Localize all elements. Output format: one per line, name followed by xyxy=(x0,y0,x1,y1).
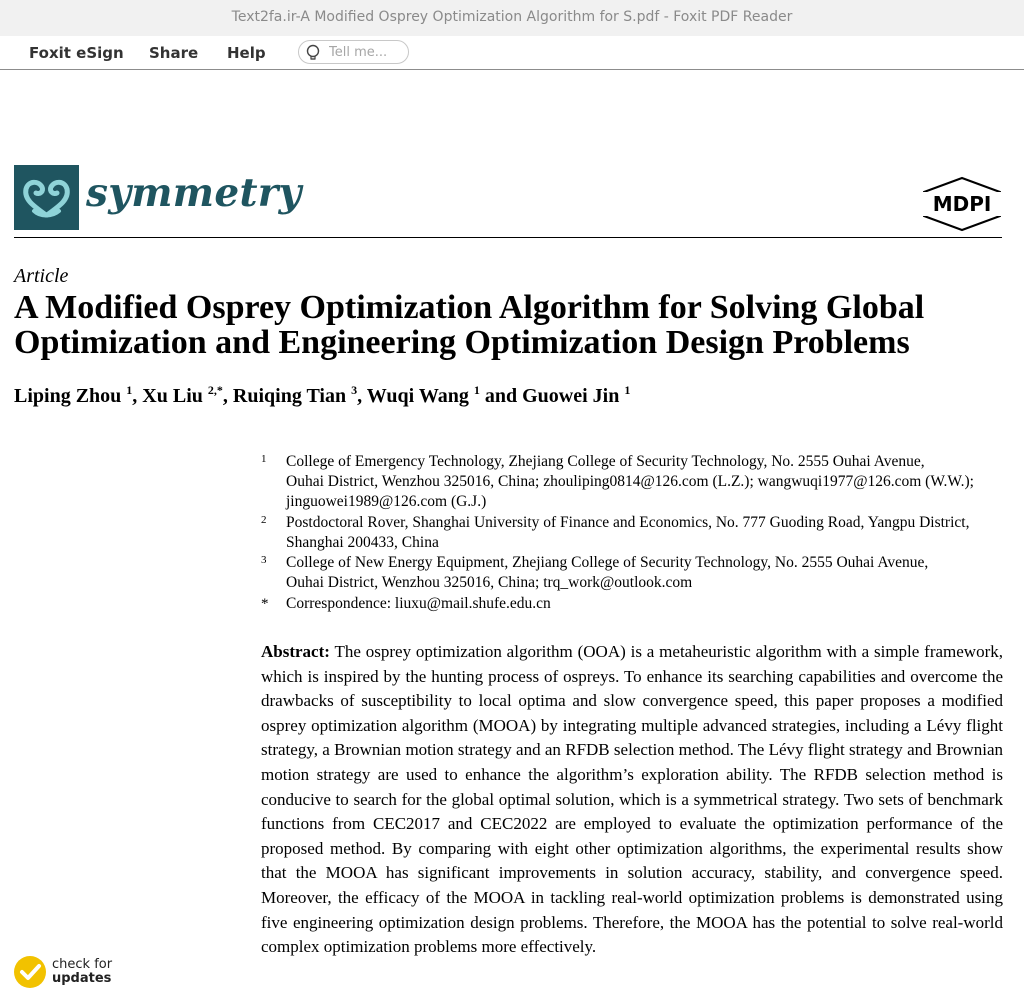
article-title: A Modified Osprey Optimization Algorithm for Solving Global Optimization and Engineering Optimization Design Problems xyxy=(14,289,925,361)
author-separator: , xyxy=(132,385,143,407)
menu-help[interactable]: Help xyxy=(227,44,266,62)
check-for-updates-badge[interactable] xyxy=(14,956,124,986)
affiliation-number: 1 xyxy=(261,453,267,465)
author-separator: , xyxy=(357,385,367,407)
checkmark-icon xyxy=(14,956,46,988)
window-title: Text2fa.ir-A Modified Osprey Optimization Algorithm for S.pdf - Foxit PDF Reader xyxy=(231,9,793,25)
author-affiliation-ref: 1 xyxy=(473,383,480,397)
abstract xyxy=(261,640,1003,960)
publisher-name: MDPI xyxy=(932,192,992,216)
header-rule xyxy=(14,237,1002,238)
author-name: Ruiqing Tian xyxy=(232,385,347,407)
affiliation-number: 3 xyxy=(261,554,267,566)
mdpi-logo-icon xyxy=(920,176,1004,232)
author-affiliation-ref: 1 xyxy=(624,383,631,397)
check-for-label: check for xyxy=(52,957,113,972)
author-affiliation-ref: 2,* xyxy=(207,383,223,397)
abstract-label: Abstract: xyxy=(261,642,330,661)
menu-bar xyxy=(0,36,1024,70)
affiliation-line: College of Emergency Technology, Zhejiang College of Security Technology, No. 2555 Ouhai Avenue, xyxy=(286,453,925,470)
author-affiliation-ref: 1 xyxy=(126,383,133,397)
author-list xyxy=(14,385,630,408)
symmetry-logo-icon xyxy=(14,165,79,230)
author-name: Liping Zhou xyxy=(14,385,122,407)
author-name: Wuqi Wang xyxy=(366,385,469,407)
menu-share[interactable]: Share xyxy=(149,44,199,62)
author-name: Xu Liu xyxy=(142,385,203,407)
affiliation-line: Postdoctoral Rover, Shanghai University of Finance and Economics, No. 777 Guoding Road, Yangpu District, xyxy=(286,514,970,531)
affiliation-line: jinguowei1989@126.com (G.J.) xyxy=(286,493,487,511)
affiliation-line: College of New Energy Equipment, Zhejiang College of Security Technology, No. 2555 Ouhai Avenue, xyxy=(286,554,929,571)
title-bar xyxy=(0,0,1024,36)
journal-name: symmetry xyxy=(86,170,302,216)
lightbulb-icon xyxy=(305,44,321,62)
abstract-text: The osprey optimization algorithm (OOA) is a metaheuristic algorithm with a simple framework, which is inspired by the hunting process of ospreys. To enhance its searching capabilities and overcome the drawbacks of susceptibility to local optima and slow convergence speed, this paper proposes a modified osprey optimization algorithm (MOOA) by integrating multiple advanced strategies, including a Lévy flight strategy, a Brownian motion strategy and an RFDB selection method. The Lévy flight strategy and Brownian motion strategy are used to enhance the algorithm’s exploration ability. The RFDB selection method is conducive to search for the global optimal solution, which is a symmetrical strategy. Two sets of benchmark functions from CEC2017 and CEC2022 are employed to evaluate the optimization performance of the proposed method. By comparing with eight other optimization algorithms, the experimental results show that the MOOA has significant improvements in solution accuracy, stability, and convergence speed. Moreover, the efficacy of the MOOA in tackling real-world optimization problems is demonstrated using five engineering optimization design problems. Therefore, the MOOA has the potential to solve real-world complex optimization problems more effectively. xyxy=(261,642,1003,957)
affiliation-number: 2 xyxy=(261,514,267,526)
correspondence-mark: * xyxy=(261,596,269,612)
article-type: Article xyxy=(14,265,69,287)
author-separator: and xyxy=(479,385,523,407)
affiliation-line: Ouhai District, Wenzhou 325016, China; zhouliping0814@126.com (L.Z.); wangwuqi1977@126.com (W.W.); xyxy=(286,473,974,491)
tell-me-input[interactable] xyxy=(329,44,403,60)
author-affiliation-ref: 3 xyxy=(351,383,358,397)
author-separator: , xyxy=(222,385,233,407)
updates-label: updates xyxy=(52,971,112,986)
menu-foxit-esign[interactable]: Foxit eSign xyxy=(29,44,124,62)
affiliation-line: Ouhai District, Wenzhou 325016, China; trq_work@outlook.com xyxy=(286,574,693,592)
tell-me-search[interactable] xyxy=(298,40,409,64)
affiliation-line: Shanghai 200433, China xyxy=(286,534,439,552)
correspondence-text: Correspondence: liuxu@mail.shufe.edu.cn xyxy=(286,595,551,612)
author-name: Guowei Jin xyxy=(522,385,620,407)
